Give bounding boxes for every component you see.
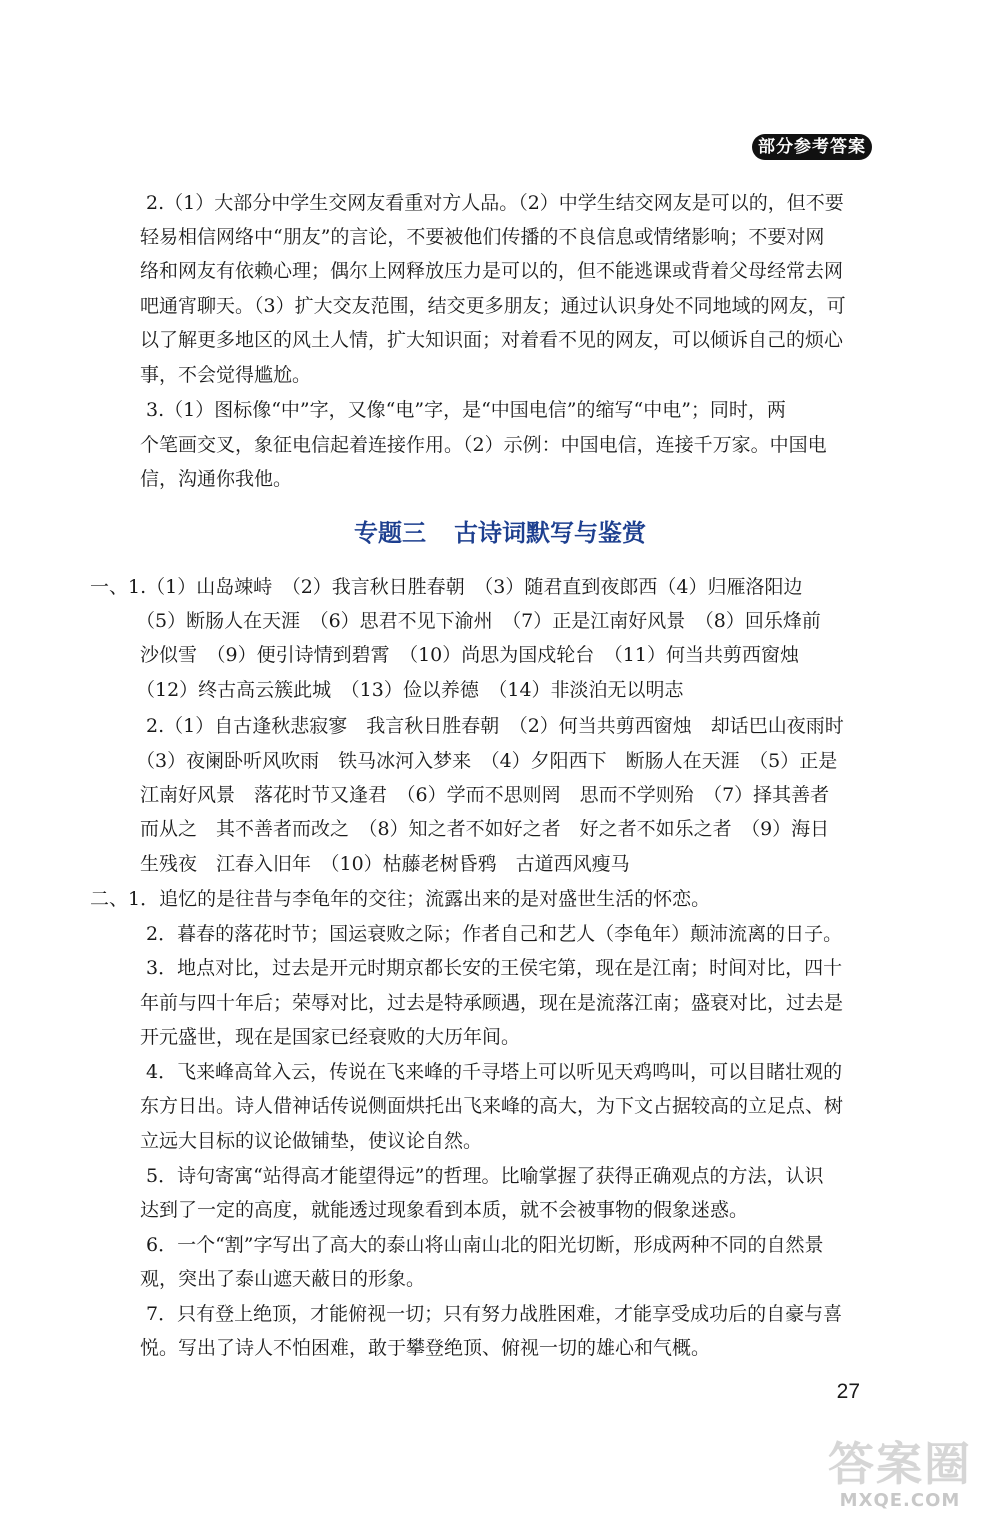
section-badge: 部分参考答案 [752, 134, 872, 160]
answer-line: 东方日出。诗人借神话传说侧面烘托出飞来峰的高大，为下文占据较高的立足点、树 [140, 1095, 844, 1117]
answer-line: 观，突出了泰山遮天蔽日的形象。 [140, 1268, 426, 1290]
answer-line: 信，沟通你我他。 [140, 468, 293, 490]
section-heading [0, 516, 1000, 550]
watermark-logo: 答案圈 [828, 1437, 972, 1491]
answer-line: 二、1．追忆的是往昔与李龟年的交往；流露出来的是对盛世生活的怀恋。 [90, 888, 711, 910]
answer-line: 2．暮春的落花时节；国运衰败之际；作者自己和艺人（李龟年）颠沛流离的日子。 [146, 923, 843, 945]
answer-line: （12）终古高云簇此城 （13）俭以养德 （14）非淡泊无以明志 [136, 679, 684, 701]
answer-line: 一、1.（1）山岛竦峙 （2）我言秋日胜春朝 （3）随君直到夜郎西（4）归雁洛阳边 [90, 576, 803, 598]
answer-line: （5）断肠人在天涯 （6）思君不见下渝州 （7）正是江南好风景 （8）回乐烽前 [136, 610, 821, 632]
answer-line: 悦。写出了诗人不怕困难，敢于攀登绝顶、俯视一切的雄心和气概。 [140, 1337, 711, 1359]
answer-line: 立远大目标的议论做铺垫，使议论自然。 [140, 1130, 483, 1152]
answer-line: 达到了一定的高度，就能透过现象看到本质，就不会被事物的假象迷惑。 [140, 1199, 749, 1221]
answer-line: 2.（1）大部分中学生交网友看重对方人品。（2）中学生结交网友是可以的，但不要 [146, 192, 844, 214]
answer-line: （3）夜阑卧听风吹雨 铁马冰河入梦来 （4）夕阳西下 断肠人在天涯 （5）正是 [136, 750, 838, 772]
answer-line: 年前与四十年后；荣辱对比，过去是特承顾遇，现在是流落江南；盛衰对比，过去是 [140, 992, 844, 1014]
answer-line: 生残夜 江春入旧年 （10）枯藤老树昏鸦 古道西风瘦马 [140, 853, 630, 875]
answer-line: 个笔画交叉，象征电信起着连接作用。（2）示例：中国电信，连接千万家。中国电 [140, 434, 827, 456]
answer-line: 江南好风景 落花时节又逢君 （6）学而不思则罔 思而不学则殆 （7）择其善者 [140, 784, 830, 806]
answer-line: 沙似雪 （9）便引诗情到碧霄 （10）尚思为国戍轮台 （11）何当共剪西窗烛 [140, 644, 799, 666]
answer-line: 开元盛世，现在是国家已经衰败的大历年间。 [140, 1026, 521, 1048]
answer-line: 以了解更多地区的风土人情，扩大知识面；对着看不见的网友，可以倾诉自己的烦心 [140, 329, 844, 351]
answer-line: 3．地点对比，过去是开元时期京都长安的王侯宅第，现在是江南；时间对比，四十 [146, 957, 843, 979]
page-number: 27 [836, 1380, 860, 1403]
answer-line: 4．飞来峰高耸入云，传说在飞来峰的千寻塔上可以听见天鸡鸣叫，可以目睹壮观的 [146, 1061, 843, 1083]
watermark-url: MXQE.COM [839, 1490, 961, 1511]
answer-line: 3.（1）图标像“中”字，又像“电”字，是“中国电信”的缩写“中电”；同时，两 [146, 399, 786, 421]
section-number: 专题三 [354, 519, 426, 547]
answer-line: 络和网友有依赖心理；偶尔上网释放压力是可以的，但不能逃课或背着父母经常去网 [140, 260, 844, 282]
answer-line: 吧通宵聊天。（3）扩大交友范围，结交更多朋友；通过认识身处不同地域的网友，可 [140, 295, 846, 317]
answer-line: 事，不会觉得尴尬。 [140, 364, 312, 386]
answer-line: 轻易相信网络中“朋友”的言论，不要被他们传播的不良信息或情绪影响；不要对网 [140, 226, 825, 248]
answer-line: 5．诗句寄寓“站得高才能望得远”的哲理。比喻掌握了获得正确观点的方法，认识 [146, 1165, 824, 1187]
answer-line: 而从之 其不善者而改之 （8）知之者不如好之者 好之者不如乐之者 （9）海日 [140, 818, 830, 840]
watermark [828, 1438, 972, 1511]
answer-line: 6．一个“割”字写出了高大的泰山将山南山北的阳光切断，形成两种不同的自然景 [146, 1234, 824, 1256]
section-title: 古诗词默写与鉴赏 [454, 519, 646, 547]
answer-line: 2.（1）自古逢秋悲寂寥 我言秋日胜春朝 （2）何当共剪西窗烛 却话巴山夜雨时 [146, 715, 844, 737]
answer-line: 7．只有登上绝顶，才能俯视一切；只有努力战胜困难，才能享受成功后的自豪与喜 [146, 1303, 843, 1325]
